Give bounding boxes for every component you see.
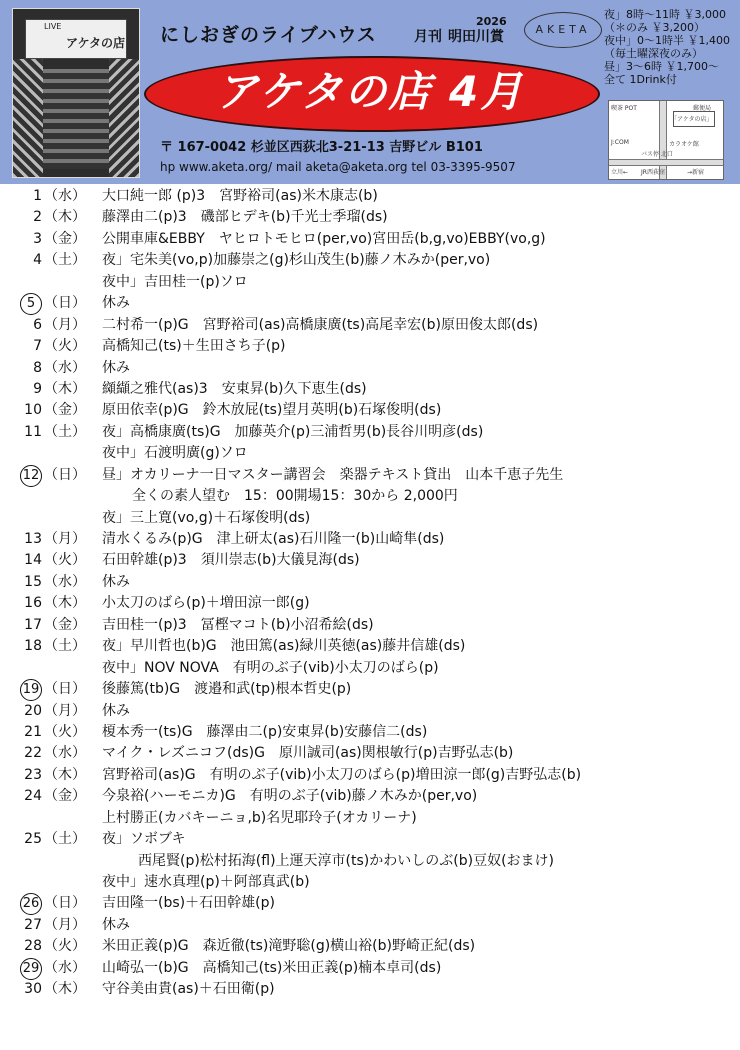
schedule-weekday: （日）	[44, 895, 86, 912]
schedule-row	[0, 722, 740, 743]
schedule-row	[0, 679, 740, 700]
schedule-day: 21	[24, 723, 42, 740]
holiday-circle-day: 12	[20, 465, 42, 487]
schedule-weekday: （日）	[44, 466, 86, 483]
schedule-day	[18, 465, 42, 487]
schedule-row	[0, 979, 740, 1000]
schedule-row	[0, 358, 740, 379]
schedule-row	[0, 250, 740, 271]
holiday-circle-day: 26	[20, 893, 42, 915]
schedule-weekday: （水）	[44, 188, 86, 204]
sign-name: アケタの店	[66, 36, 126, 50]
schedule-day: 13	[24, 531, 42, 547]
schedule-performers: 夜中」吉田桂一(p)ソロ	[102, 273, 248, 290]
address: 〒 167-0042 杉並区西荻北3-21-13 吉野ビル B101	[160, 140, 483, 155]
schedule-performers: 夜中」NOV NOVA 有明のぶ子(vib)小太刀のばら(p)	[102, 659, 439, 676]
schedule-performers: 休み	[102, 295, 130, 312]
map-label: カラオケ館	[669, 141, 699, 148]
schedule-performers: 公開車庫&EBBY ヤヒロトモヒロ(per,vo)宮田岳(b,g,vo)EBBY(vo,g)	[102, 230, 546, 247]
schedule-performers: 石田幹雄(p)3 須川崇志(b)大儀見海(ds)	[102, 552, 360, 569]
schedule-weekday: （土）	[44, 423, 86, 440]
schedule-row	[0, 701, 740, 722]
contact-info: hp www.aketa.org/ mail aketa@aketa.org tel 03-3395-9507	[160, 160, 516, 174]
holiday-circle-day: 29	[20, 958, 42, 980]
sign-live: LIVE	[44, 22, 62, 31]
hours-prices	[604, 8, 738, 86]
schedule-row	[0, 872, 740, 893]
hours-line: 昼」3〜6時 ￥1,700〜	[604, 60, 719, 73]
schedule-performers: 山崎弘一(b)G 高橋知己(ts)米田正義(p)楠本卓司(ds)	[102, 959, 442, 976]
hours-line: 夜中」0〜1時半 ￥1,400	[604, 34, 730, 47]
schedule-weekday: （月）	[44, 531, 86, 547]
schedule-row	[0, 958, 740, 979]
schedule-day	[18, 893, 42, 915]
schedule-weekday: （水）	[44, 359, 86, 376]
map-label: J:COM	[611, 139, 629, 146]
schedule-performers: 吉田隆一(bs)＋石田幹雄(p)	[102, 895, 275, 912]
schedule-performers: 昼」オカリーナ一日マスター講習会 楽器テキスト貸出 山本千恵子先生	[102, 466, 564, 483]
schedule-weekday: （木）	[44, 595, 86, 612]
location-map	[608, 100, 724, 180]
schedule-row	[0, 293, 740, 314]
map-label: バス停 北口	[641, 151, 673, 158]
schedule-row	[0, 486, 740, 507]
schedule-row	[0, 229, 740, 250]
schedule-row	[0, 272, 740, 293]
schedule-weekday: （木）	[44, 380, 86, 397]
schedule-day: 28	[24, 938, 42, 955]
schedule-day: 17	[24, 616, 42, 633]
schedule-weekday: （火）	[44, 938, 86, 955]
schedule-row	[0, 186, 740, 207]
schedule-performers: 小太刀のばら(p)＋増田涼一郎(g)	[102, 595, 310, 612]
schedule-day: 15	[24, 573, 42, 590]
schedule-performers: 西尾賢(p)松村拓海(fl)上運天淳市(ts)かわいしのぶ(b)豆奴(おまけ)	[138, 852, 554, 869]
schedule-row	[0, 400, 740, 421]
schedule-weekday: （金）	[44, 402, 86, 419]
schedule-performers: 夜中」石渡明廣(g)ソロ	[102, 445, 248, 462]
schedule-weekday: （木）	[44, 981, 86, 998]
schedule-day: 3	[33, 230, 42, 247]
schedule-weekday: （木）	[44, 766, 86, 783]
header-banner	[0, 0, 740, 184]
schedule-weekday: （金）	[44, 230, 86, 247]
schedule-performers: 大口純一郎 (p)3 宮野裕司(as)米木康志(b)	[102, 188, 378, 204]
schedule-performers: 吉田桂一(p)3 冨樫マコト(b)小沼希絵(ds)	[102, 616, 374, 633]
schedule-row	[0, 808, 740, 829]
schedule-performers: 休み	[102, 702, 130, 719]
schedule-performers: 原田依幸(p)G 鈴木放屁(ts)望月英明(b)石塚俊明(ds)	[102, 402, 442, 419]
schedule-row	[0, 315, 740, 336]
schedule-performers: 休み	[102, 573, 130, 590]
schedule-day	[18, 293, 42, 315]
schedule-row	[0, 615, 740, 636]
stairs-image	[43, 69, 109, 169]
schedule-performers: 纐纈之雅代(as)3 安東昇(b)久下恵生(ds)	[102, 380, 367, 397]
hours-line: 全て 1Drink付	[604, 73, 677, 86]
schedule-day	[18, 679, 42, 701]
schedule-day: 30	[24, 981, 42, 998]
schedule-day: 14	[24, 552, 42, 569]
schedule-row	[0, 829, 740, 850]
schedule-day: 7	[33, 338, 42, 355]
schedule-weekday: （火）	[44, 723, 86, 740]
map-label: →新宿	[687, 169, 705, 176]
schedule-performers: 後藤篤(tb)G 渡邉和武(tp)根本哲史(p)	[102, 681, 352, 698]
schedule-performers: 榎本秀一(ts)G 藤澤由二(p)安東昇(b)安藤信二(ds)	[102, 723, 428, 740]
monthly-label: 月刊	[414, 29, 442, 45]
schedule-row	[0, 422, 740, 443]
schedule-row	[0, 851, 740, 872]
schedule-day	[18, 958, 42, 980]
schedule-weekday: （月）	[44, 916, 86, 933]
schedule-day: 4	[33, 252, 42, 269]
schedule-day: 16	[24, 595, 42, 612]
schedule-performers: 夜中」速水真理(p)＋阿部真武(b)	[102, 874, 310, 890]
hours-line: （毎土曜深夜のみ）	[604, 47, 703, 60]
schedule-row	[0, 572, 740, 593]
schedule-row	[0, 550, 740, 571]
holiday-circle-day: 5	[20, 293, 42, 315]
schedule-performers: 今泉裕(ハーモニカ)G 有明のぶ子(vib)藤ノ木みか(per,vo)	[102, 788, 478, 805]
schedule-row	[0, 465, 740, 486]
schedule-performers: 夜」三上寛(vo,g)＋石塚俊明(ds)	[102, 509, 311, 526]
schedule-performers: 高橋知己(ts)＋生田さち子(p)	[102, 338, 286, 355]
schedule-row	[0, 743, 740, 764]
schedule-performers: 二村希一(p)G 宮野裕司(as)高橋康廣(ts)高尾幸宏(b)原田俊太郎(ds)	[102, 316, 539, 333]
schedule-row	[0, 529, 740, 550]
schedule-day: 18	[24, 638, 42, 655]
schedule-weekday: （土）	[44, 252, 86, 269]
map-label: 立川←	[611, 169, 629, 176]
schedule-day: 27	[24, 916, 42, 933]
schedule-day: 8	[33, 359, 42, 376]
holiday-circle-day: 19	[20, 679, 42, 701]
map-label: 郵便局	[693, 105, 712, 112]
schedule-weekday: （月）	[44, 702, 86, 719]
schedule-row	[0, 207, 740, 228]
schedule-weekday: （土）	[44, 638, 86, 655]
schedule-performers: 藤澤由二(p)3 磯部ヒデキ(b)千光士季瑠(ds)	[102, 209, 388, 226]
award-year: 2026	[476, 15, 507, 28]
schedule-performers: 守谷美由貴(as)＋石田衛(p)	[102, 981, 275, 998]
schedule-day: 23	[24, 766, 42, 783]
schedule-row	[0, 936, 740, 957]
schedule-performers: 上村勝正(カバキーニョ,b)名児耶玲子(オカリーナ)	[102, 809, 417, 826]
schedule-performers: 休み	[102, 359, 130, 376]
schedule-day: 9	[33, 380, 42, 397]
schedule-row	[0, 893, 740, 914]
schedule-performers: 休み	[102, 916, 130, 933]
schedule-day: 24	[24, 788, 42, 805]
schedule-day: 22	[24, 745, 42, 762]
schedule-performers: 宮野裕司(as)G 有明のぶ子(vib)小太刀のばら(p)増田涼一郎(g)吉野弘志(b)	[102, 766, 582, 783]
schedule-weekday: （日）	[44, 295, 86, 312]
schedule-weekday: （水）	[44, 573, 86, 590]
schedule-weekday: （水）	[44, 959, 86, 976]
schedule-row	[0, 379, 740, 400]
schedule-weekday: （木）	[44, 209, 86, 226]
schedule-performers: 米田正義(p)G 森近徹(ts)滝野聡(g)横山裕(b)野崎正紀(ds)	[102, 938, 476, 955]
schedule-row	[0, 765, 740, 786]
schedule-day: 10	[24, 402, 42, 419]
tagline: にしおぎのライブハウス	[160, 24, 377, 46]
storefront-photo	[12, 8, 140, 178]
map-label: 「アケタの店」	[671, 116, 713, 123]
schedule-day: 11	[24, 423, 42, 440]
hours-line: （＊のみ ￥3,200）	[604, 21, 705, 34]
schedule-performers: マイク・レズニコフ(ds)G 原川誠司(as)関根敏行(p)吉野弘志(b)	[102, 745, 514, 762]
schedule-row	[0, 786, 740, 807]
schedule-weekday: （水）	[44, 745, 86, 762]
map-label: JR西荻窪	[641, 169, 665, 176]
shop-sign	[25, 19, 127, 59]
schedule-performers: 夜」高橋康廣(ts)G 加藤英介(p)三浦哲男(b)長谷川明彦(ds)	[102, 423, 484, 440]
schedule-row	[0, 336, 740, 357]
schedule-weekday: （月）	[44, 316, 86, 333]
map-label: 喫茶 POT	[611, 105, 637, 112]
hours-line: 夜」8時〜11時 ￥3,000	[604, 8, 726, 21]
schedule-day: 2	[33, 209, 42, 226]
schedule-performers: 全くの素人望む 15：00開場15：30から 2,000円	[132, 488, 458, 505]
schedule-day: 20	[24, 702, 42, 719]
schedule-row	[0, 443, 740, 464]
schedule-performers: 夜」宅朱美(vo,p)加藤崇之(g)杉山茂生(b)藤ノ木みか(per,vo)	[102, 252, 491, 269]
schedule-performers: 夜」ソボブキ	[102, 831, 186, 848]
schedule-day: 6	[33, 316, 42, 333]
schedule-weekday: （金）	[44, 788, 86, 805]
schedule-row	[0, 593, 740, 614]
schedule-row	[0, 508, 740, 529]
schedule-performers: 清水くるみ(p)G 津上研太(as)石川隆一(b)山崎隼(ds)	[102, 531, 445, 547]
schedule-row	[0, 658, 740, 679]
schedule-day: 1	[33, 188, 42, 204]
schedule-weekday: （火）	[44, 338, 86, 355]
schedule-weekday: （金）	[44, 616, 86, 633]
aketa-logo: AKETA	[524, 12, 602, 48]
schedule-row	[0, 915, 740, 936]
schedule-performers: 夜」早川哲也(b)G 池田篤(as)緑川英徳(as)藤井信雄(ds)	[102, 638, 466, 655]
schedule-list	[0, 186, 740, 1001]
schedule-weekday: （火）	[44, 552, 86, 569]
schedule-weekday: （土）	[44, 831, 86, 848]
schedule-weekday: （日）	[44, 681, 86, 698]
schedule-day: 25	[24, 831, 42, 848]
award-label: 明田川賞	[448, 29, 504, 45]
schedule-row	[0, 636, 740, 657]
page-title: アケタの店 4月	[215, 67, 525, 116]
